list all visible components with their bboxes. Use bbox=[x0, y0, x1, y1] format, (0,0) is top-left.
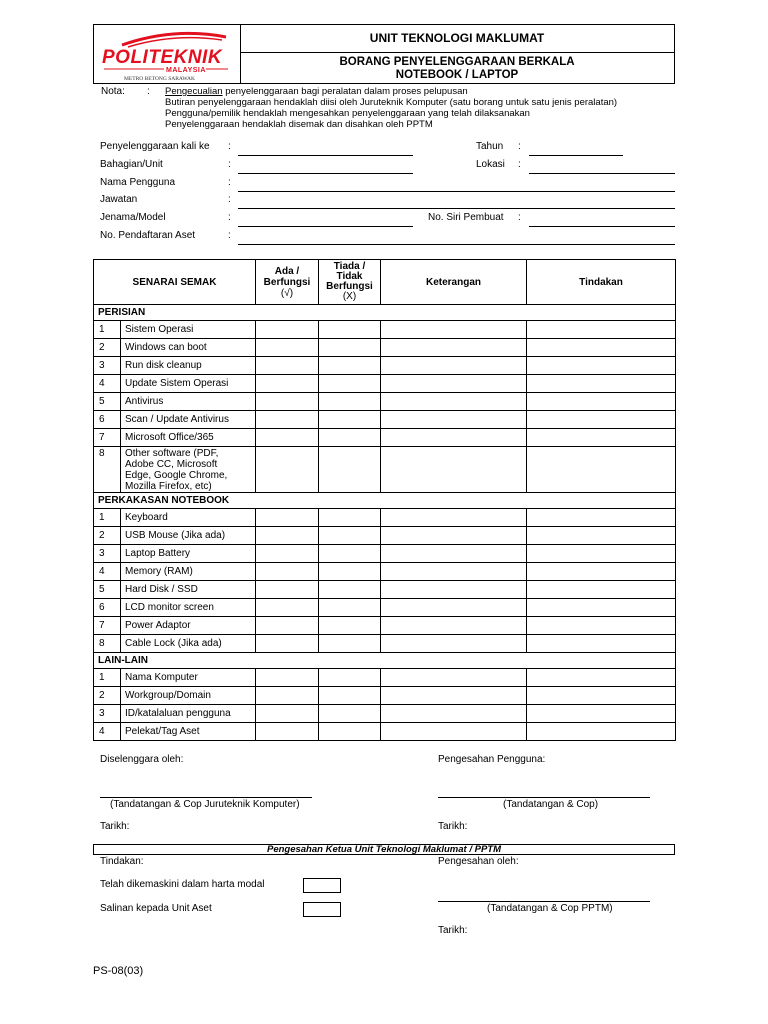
cell-ada[interactable] bbox=[256, 581, 319, 599]
table-row: 3 Laptop Battery bbox=[94, 545, 676, 563]
field-label-siri: No. Siri Pembuat bbox=[428, 212, 504, 223]
cell-keterangan[interactable] bbox=[381, 357, 527, 375]
field-jenama-input[interactable] bbox=[238, 226, 413, 227]
cell-ada[interactable] bbox=[256, 723, 319, 741]
field-label-jenama: Jenama/Model bbox=[100, 212, 166, 223]
field-bahagian-input[interactable] bbox=[238, 173, 413, 174]
table-row: 3 Run disk cleanup bbox=[94, 357, 676, 375]
ttd-cop-label: (Tandatangan & Cop) bbox=[503, 799, 599, 810]
note-line-3: Pengguna/pemilik hendaklah mengesahkan penyelenggaraan yang telah dilaksanakan bbox=[165, 108, 530, 119]
field-label-pendaftaran: No. Pendaftaran Aset bbox=[100, 230, 196, 241]
field-nama-input[interactable] bbox=[238, 191, 675, 192]
cell-ada[interactable] bbox=[256, 563, 319, 581]
cell-tindakan[interactable] bbox=[527, 599, 676, 617]
cell-keterangan[interactable] bbox=[381, 669, 527, 687]
ttd-pptm-label: (Tandatangan & Cop PPTM) bbox=[487, 903, 613, 914]
cell-keterangan[interactable] bbox=[381, 635, 527, 653]
cell-ada[interactable] bbox=[256, 357, 319, 375]
field-label-lokasi: Lokasi bbox=[476, 159, 505, 170]
table-row: 4 Pelekat/Tag Aset bbox=[94, 723, 676, 741]
cell-keterangan[interactable] bbox=[381, 563, 527, 581]
cell-tindakan[interactable] bbox=[527, 723, 676, 741]
unit-title: UNIT TEKNOLOGI MAKLUMAT bbox=[240, 25, 674, 53]
note-line-1: Pengecualian penyelenggaraan bagi peralatan dalam proses pelupusan bbox=[165, 86, 468, 97]
cell-ada[interactable] bbox=[256, 599, 319, 617]
cell-tindakan[interactable] bbox=[527, 563, 676, 581]
cell-tiada[interactable] bbox=[319, 429, 381, 447]
cell-keterangan[interactable] bbox=[381, 429, 527, 447]
cell-keterangan[interactable] bbox=[381, 581, 527, 599]
section-perkakasan: PERKAKASAN NOTEBOOK bbox=[94, 493, 676, 509]
cell-tiada[interactable] bbox=[319, 527, 381, 545]
signature-juruteknik-line[interactable] bbox=[100, 797, 312, 798]
cell-keterangan[interactable] bbox=[381, 321, 527, 339]
cell-ada[interactable] bbox=[256, 635, 319, 653]
cell-tiada[interactable] bbox=[319, 393, 381, 411]
diselenggara-label: Diselenggara oleh: bbox=[100, 754, 184, 765]
salinan-checkbox[interactable] bbox=[303, 902, 341, 917]
cell-tiada[interactable] bbox=[319, 375, 381, 393]
cell-ada[interactable] bbox=[256, 617, 319, 635]
cell-keterangan[interactable] bbox=[381, 705, 527, 723]
col-senarai-semak: SENARAI SEMAK bbox=[94, 260, 256, 305]
cell-tindakan[interactable] bbox=[527, 411, 676, 429]
table-row: 7 Power Adaptor bbox=[94, 617, 676, 635]
cell-ada[interactable] bbox=[256, 393, 319, 411]
tarikh-juruteknik-label: Tarikh: bbox=[100, 821, 130, 832]
field-kali-input[interactable] bbox=[238, 155, 413, 156]
cell-keterangan[interactable] bbox=[381, 617, 527, 635]
form-code: PS-08(03) bbox=[93, 965, 144, 977]
cell-tiada[interactable] bbox=[319, 705, 381, 723]
cell-ada[interactable] bbox=[256, 527, 319, 545]
cell-tiada[interactable] bbox=[319, 411, 381, 429]
form-title-line2: NOTEBOOK / LAPTOP bbox=[395, 69, 519, 81]
cell-tiada[interactable] bbox=[319, 635, 381, 653]
table-row: 1 Sistem Operasi bbox=[94, 321, 676, 339]
cell-ada[interactable] bbox=[256, 429, 319, 447]
field-label-kali: Penyelenggaraan kali ke bbox=[100, 141, 210, 152]
pengesahan-pengguna-label: Pengesahan Pengguna: bbox=[438, 754, 546, 765]
cell-tindakan[interactable] bbox=[527, 509, 676, 527]
cell-tiada[interactable] bbox=[319, 599, 381, 617]
cell-ada[interactable] bbox=[256, 321, 319, 339]
cell-tindakan[interactable] bbox=[527, 429, 676, 447]
cell-keterangan[interactable] bbox=[381, 599, 527, 617]
table-header-row bbox=[94, 260, 676, 305]
pengesahan-pptm-bar: Pengesahan Ketua Unit Teknologi Maklumat / PPTM bbox=[93, 844, 675, 855]
cell-ada[interactable] bbox=[256, 339, 319, 357]
col-tiada-berfungsi: Tiada / Tidak Berfungsi (X) bbox=[319, 260, 381, 305]
field-label-nama: Nama Pengguna bbox=[100, 177, 176, 188]
cell-tindakan[interactable] bbox=[527, 635, 676, 653]
table-row: 4 Update Sistem Operasi bbox=[94, 375, 676, 393]
cell-ada[interactable] bbox=[256, 687, 319, 705]
cell-ada[interactable] bbox=[256, 411, 319, 429]
col-tindakan: Tindakan bbox=[527, 260, 676, 305]
signature-pptm-line[interactable] bbox=[438, 901, 650, 902]
field-tahun-input[interactable] bbox=[529, 155, 623, 156]
harta-modal-checkbox[interactable] bbox=[303, 878, 341, 893]
section-perisian: PERISIAN bbox=[94, 305, 676, 321]
note-line-4: Penyelenggaraan hendaklah disemak dan disahkan oleh PPTM bbox=[165, 119, 433, 130]
cell-keterangan[interactable] bbox=[381, 687, 527, 705]
field-label-bahagian: Bahagian/Unit bbox=[100, 159, 163, 170]
note-line-2: Butiran penyelenggaraan hendaklah diisi oleh Juruteknik Komputer (satu borang untuk satu jenis peralatan) bbox=[165, 97, 618, 108]
field-lokasi-input[interactable] bbox=[529, 173, 675, 174]
cell-ada[interactable] bbox=[256, 545, 319, 563]
notes-list bbox=[165, 86, 617, 130]
cell-tindakan[interactable] bbox=[527, 581, 676, 599]
cell-tindakan[interactable] bbox=[527, 339, 676, 357]
ttd-juruteknik-label: (Tandatangan & Cop Juruteknik Komputer) bbox=[110, 799, 300, 810]
cell-ada[interactable] bbox=[256, 509, 319, 527]
table-row: 5 Antivirus bbox=[94, 393, 676, 411]
cell-keterangan[interactable] bbox=[381, 375, 527, 393]
cell-tindakan[interactable] bbox=[527, 357, 676, 375]
col-ada-berfungsi: Ada / Berfungsi (√) bbox=[256, 260, 319, 305]
cell-ada[interactable] bbox=[256, 669, 319, 687]
cell-tiada[interactable] bbox=[319, 617, 381, 635]
cell-ada[interactable] bbox=[256, 705, 319, 723]
cell-keterangan[interactable] bbox=[381, 393, 527, 411]
cell-tiada[interactable] bbox=[319, 339, 381, 357]
cell-tindakan[interactable] bbox=[527, 617, 676, 635]
logo bbox=[94, 25, 241, 83]
cell-tiada[interactable] bbox=[319, 669, 381, 687]
col-keterangan: Keterangan bbox=[381, 260, 527, 305]
table-row: 3 ID/katalaluan pengguna bbox=[94, 705, 676, 723]
cell-tindakan[interactable] bbox=[527, 669, 676, 687]
field-label-tahun: Tahun bbox=[476, 141, 504, 152]
signature-pengguna-line[interactable] bbox=[438, 797, 650, 798]
cell-tiada[interactable] bbox=[319, 581, 381, 599]
cell-tiada[interactable] bbox=[319, 509, 381, 527]
cell-tindakan[interactable] bbox=[527, 687, 676, 705]
table-row: 8 Other software (PDF, Adobe CC, Microsoft Edge, Google Chrome, Mozilla Firefox, etc) bbox=[94, 447, 676, 493]
cell-tindakan[interactable] bbox=[527, 545, 676, 563]
cell-keterangan[interactable] bbox=[381, 339, 527, 357]
cell-tiada[interactable] bbox=[319, 723, 381, 741]
cell-keterangan[interactable] bbox=[381, 411, 527, 429]
harta-modal-label: Telah dikemaskini dalam harta modal bbox=[100, 879, 265, 890]
table-row: 6 LCD monitor screen bbox=[94, 599, 676, 617]
tindakan-label: Tindakan: bbox=[100, 856, 144, 867]
cell-tiada[interactable] bbox=[319, 357, 381, 375]
cell-keterangan[interactable] bbox=[381, 447, 527, 493]
notes-colon: : bbox=[147, 86, 150, 97]
cell-keterangan[interactable] bbox=[381, 545, 527, 563]
salinan-label: Salinan kepada Unit Aset bbox=[100, 903, 212, 914]
checklist-table bbox=[93, 259, 676, 741]
logo-tagline: METRO BETONG SARAWAK bbox=[124, 76, 195, 82]
cell-keterangan[interactable] bbox=[381, 509, 527, 527]
table-row: 2 Windows can boot bbox=[94, 339, 676, 357]
cell-ada[interactable] bbox=[256, 447, 319, 493]
cell-tiada[interactable] bbox=[319, 545, 381, 563]
table-row: 2 Workgroup/Domain bbox=[94, 687, 676, 705]
form-title bbox=[240, 53, 674, 82]
table-row: 5 Hard Disk / SSD bbox=[94, 581, 676, 599]
section-lain-lain: LAIN-LAIN bbox=[94, 653, 676, 669]
cell-tindakan[interactable] bbox=[527, 705, 676, 723]
cell-keterangan[interactable] bbox=[381, 527, 527, 545]
table-row: 1 Nama Komputer bbox=[94, 669, 676, 687]
field-siri-input[interactable] bbox=[529, 226, 675, 227]
cell-keterangan[interactable] bbox=[381, 723, 527, 741]
cell-tindakan[interactable] bbox=[527, 375, 676, 393]
notes-label: Nota: bbox=[101, 86, 125, 97]
cell-tiada[interactable] bbox=[319, 321, 381, 339]
field-label-jawatan: Jawatan bbox=[100, 194, 138, 205]
cell-tindakan[interactable] bbox=[527, 321, 676, 339]
table-row: 4 Memory (RAM) bbox=[94, 563, 676, 581]
cell-ada[interactable] bbox=[256, 375, 319, 393]
field-pendaftaran-input[interactable] bbox=[238, 244, 675, 245]
cell-tindakan[interactable] bbox=[527, 393, 676, 411]
table-row: 2 USB Mouse (Jika ada) bbox=[94, 527, 676, 545]
field-jawatan-input[interactable] bbox=[238, 208, 675, 209]
cell-tiada[interactable] bbox=[319, 447, 381, 493]
logo-text: POLITEKNIK bbox=[102, 47, 223, 68]
table-row: 7 Microsoft Office/365 bbox=[94, 429, 676, 447]
cell-tindakan[interactable] bbox=[527, 447, 676, 493]
cell-tiada[interactable] bbox=[319, 687, 381, 705]
pengesahan-oleh-label: Pengesahan oleh: bbox=[438, 856, 519, 867]
form-title-line1: BORANG PENYELENGGARAAN BERKALA bbox=[339, 56, 575, 68]
cell-tiada[interactable] bbox=[319, 563, 381, 581]
table-row: 6 Scan / Update Antivirus bbox=[94, 411, 676, 429]
tarikh-pengguna-label: Tarikh: bbox=[438, 821, 468, 832]
table-row: 1 Keyboard bbox=[94, 509, 676, 527]
form-header bbox=[93, 24, 675, 84]
cell-tindakan[interactable] bbox=[527, 527, 676, 545]
logo-sub: MALAYSIA bbox=[166, 67, 206, 74]
tarikh-pptm-label: Tarikh: bbox=[438, 925, 468, 936]
table-row: 8 Cable Lock (Jika ada) bbox=[94, 635, 676, 653]
